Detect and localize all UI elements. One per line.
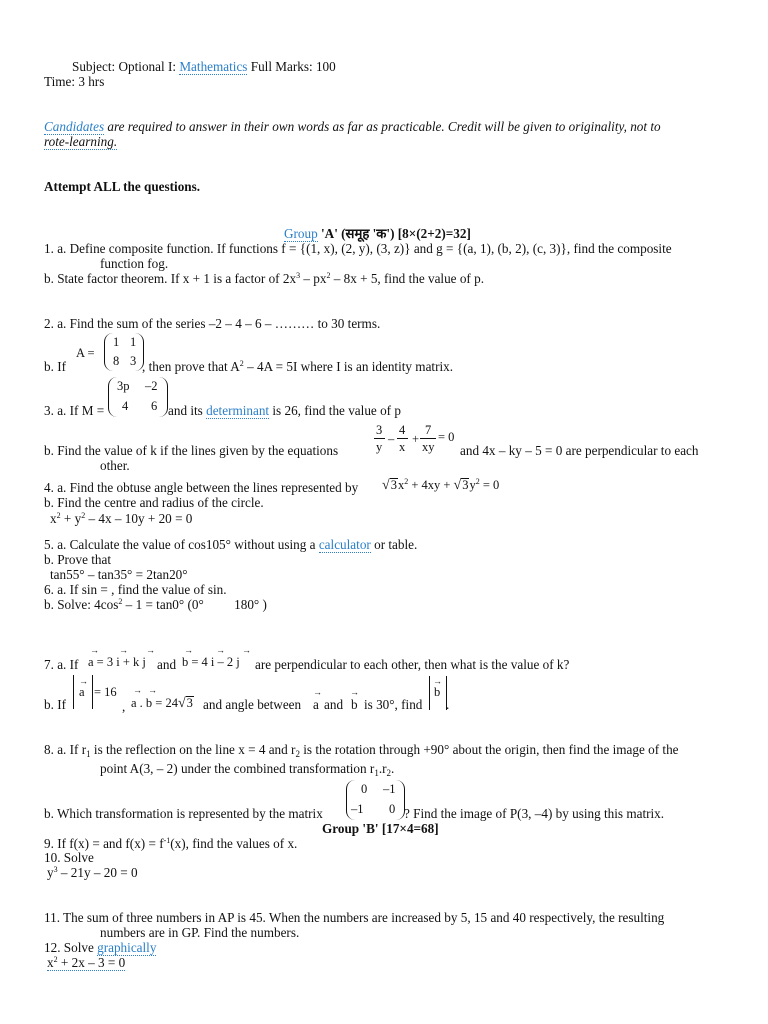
q5b-identity: tan55° – tan35° = 2tan20°: [50, 567, 188, 582]
q8b-text: b. Which transformation is represented by the matrix: [44, 806, 323, 821]
q2-matrix: 1 1 8 3: [104, 333, 144, 371]
q8a-line-2: point A(3, – 2) under the combined transformation $r_1.r_2$.: [100, 761, 395, 778]
q9: 9. If f(x) = and $f(x) = f^{-1}(x)$, find the values of x.: [44, 836, 298, 851]
q10: 10. Solve: [44, 850, 94, 865]
q7a-prefix: 7. a. If: [44, 657, 79, 672]
graphically-link[interactable]: graphically: [97, 940, 157, 955]
subject-line: Subject: Optional I: Mathematics Full Marks: 100: [72, 59, 336, 74]
q3b-text-3: other.: [100, 458, 130, 473]
group-link[interactable]: Group: [284, 226, 318, 241]
calculator-link[interactable]: calculator: [318, 537, 371, 552]
time-line: Time: 3 hrs: [44, 74, 105, 89]
q8b-text-2: ? Find the image of P(3, –4) by using this matrix.: [404, 806, 665, 821]
vec-arrow-a2: →: [79, 676, 88, 686]
q3a-prefix: 3. a. If M =: [44, 403, 105, 418]
q7b-dot: a . b = 24√3: [131, 696, 193, 711]
group-b-heading: Group 'B' [17×4=68]: [322, 821, 439, 836]
q6b: b. Solve: $4\cos^2 - 1 = \tan 0^\circ$ (0°     180° ): [44, 597, 267, 612]
q7a-text: are perpendicular to each other, then what is the value of k?: [255, 657, 570, 672]
q3-matrix: 3p –2 4 6: [108, 377, 168, 417]
q11-line-2: numbers are in GP. Find the numbers.: [100, 925, 300, 940]
vec-arrow-b2: →: [148, 685, 157, 695]
vec-arrow-b3: →: [350, 687, 359, 697]
vec-arrow-b4: →: [433, 676, 442, 686]
q2a: 2. a. Find the sum of the series –2 – 4 – 6 – ……… to 30 terms.: [44, 316, 381, 331]
q3b-text: b. Find the value of k if the lines given by the equations: [44, 443, 339, 458]
mathematics-link[interactable]: Mathematics: [179, 59, 248, 74]
q1a-line-1: 1. a. Define composite function. If functions f = {(1, x), (2, y), (3, z)} and g = {(a, 1), (b, 2), (c, 3)}, find the composite: [44, 241, 672, 256]
q7b-va: a: [313, 697, 319, 712]
candidates-link[interactable]: Candidates: [44, 119, 105, 134]
q7b-b: b: [434, 685, 441, 699]
vec-arrow-b: →: [184, 645, 193, 655]
q3a-text: and its determinant is 26, find the value of p: [168, 403, 401, 418]
q7a-and: and: [157, 657, 177, 672]
q7b-period: .: [446, 697, 450, 712]
q7b-if: b. If: [44, 697, 66, 712]
q7a-vector-a: a = 3 i + k j: [88, 655, 146, 669]
q7b-a: a: [79, 685, 85, 699]
q7a-vector-b: b = 4 i – 2 j: [182, 655, 240, 669]
q4a-text: 4. a. Find the obtuse angle between the lines represented by: [44, 480, 359, 495]
q4a-equation: $√3x^2 + 4xy + √3y^2 = 0$: [382, 477, 500, 493]
q4b-circle: $x^2 + y^2 - 4x - 10y + 20 = 0$: [50, 511, 193, 526]
q7b-and: and: [324, 697, 344, 712]
q5b: b. Prove that: [44, 552, 112, 567]
q2b-if: b. If: [44, 359, 66, 374]
vec-arrow-a: →: [90, 645, 99, 655]
q1a-line-2: function fog.: [100, 256, 169, 271]
determinant-link[interactable]: determinant: [206, 403, 270, 418]
vec-arrow-j: →: [146, 645, 155, 655]
vec-arrow-j2: →: [242, 645, 251, 655]
q4b: b. Find the centre and radius of the circle.: [44, 495, 264, 510]
q6a: 6. a. If sin = , find the value of sin.: [44, 582, 227, 597]
q7b-post: is 30°, find: [364, 697, 423, 712]
attempt-all-heading: Attempt ALL the questions.: [44, 179, 201, 194]
q7b-comma: ,: [122, 699, 126, 714]
vec-arrow-a4: →: [313, 687, 322, 697]
q10-equation: $y^3 - 21y - 20 = 0$: [47, 865, 138, 880]
q3b-text-2: and 4x – ky – 5 = 0 are perpendicular to each: [460, 443, 699, 458]
group-a-heading: Group 'A' (समूह 'क') [8×(2+2)=32]: [284, 226, 471, 241]
vec-arrow-i2: →: [216, 645, 225, 655]
q7b-vb: b: [351, 697, 358, 712]
q12-equation: $x^2 + 2x - 3 = 0$: [47, 955, 126, 970]
vec-arrow-i: →: [119, 645, 128, 655]
q2-a-equals: A =: [76, 346, 95, 360]
q11-line-1: 11. The sum of three numbers in AP is 45. When the numbers are increased by 5, 15 and 40 respectively, the resulting: [44, 910, 665, 925]
q1b: b. State factor theorem. If x + 1 is a factor of $2x^3 - px^2 - 8x + 5$, find the value of p.: [44, 271, 485, 286]
q8a-line-1: 8. a. If $r_1$ is the reflection on the line x = 4 and $r_2$ is the rotation through +90° about the origin, then find the image of the: [44, 742, 679, 759]
vec-arrow-a3: →: [133, 685, 142, 695]
q7b-eq16: = 16: [94, 685, 117, 699]
q5a: 5. a. Calculate the value of cos105° without using a calculator or table.: [44, 537, 418, 552]
q12: 12. Solve graphically: [44, 940, 157, 955]
q7b-angle: and angle between: [203, 697, 302, 712]
instructions-line-1: Candidates are required to answer in their own words as far as practicable. Credit will be given to originality, not to: [44, 119, 661, 134]
instructions-line-2: rote-learning.: [44, 134, 118, 149]
q2b-text: , then prove that $A^2 - 4A = 5I$ where I is an identity matrix.: [142, 359, 454, 374]
q8-matrix: 0 –1 –1 0: [346, 780, 405, 820]
q3b-equation: 3 y – 4 x + 7 xy = 0: [376, 423, 455, 454]
